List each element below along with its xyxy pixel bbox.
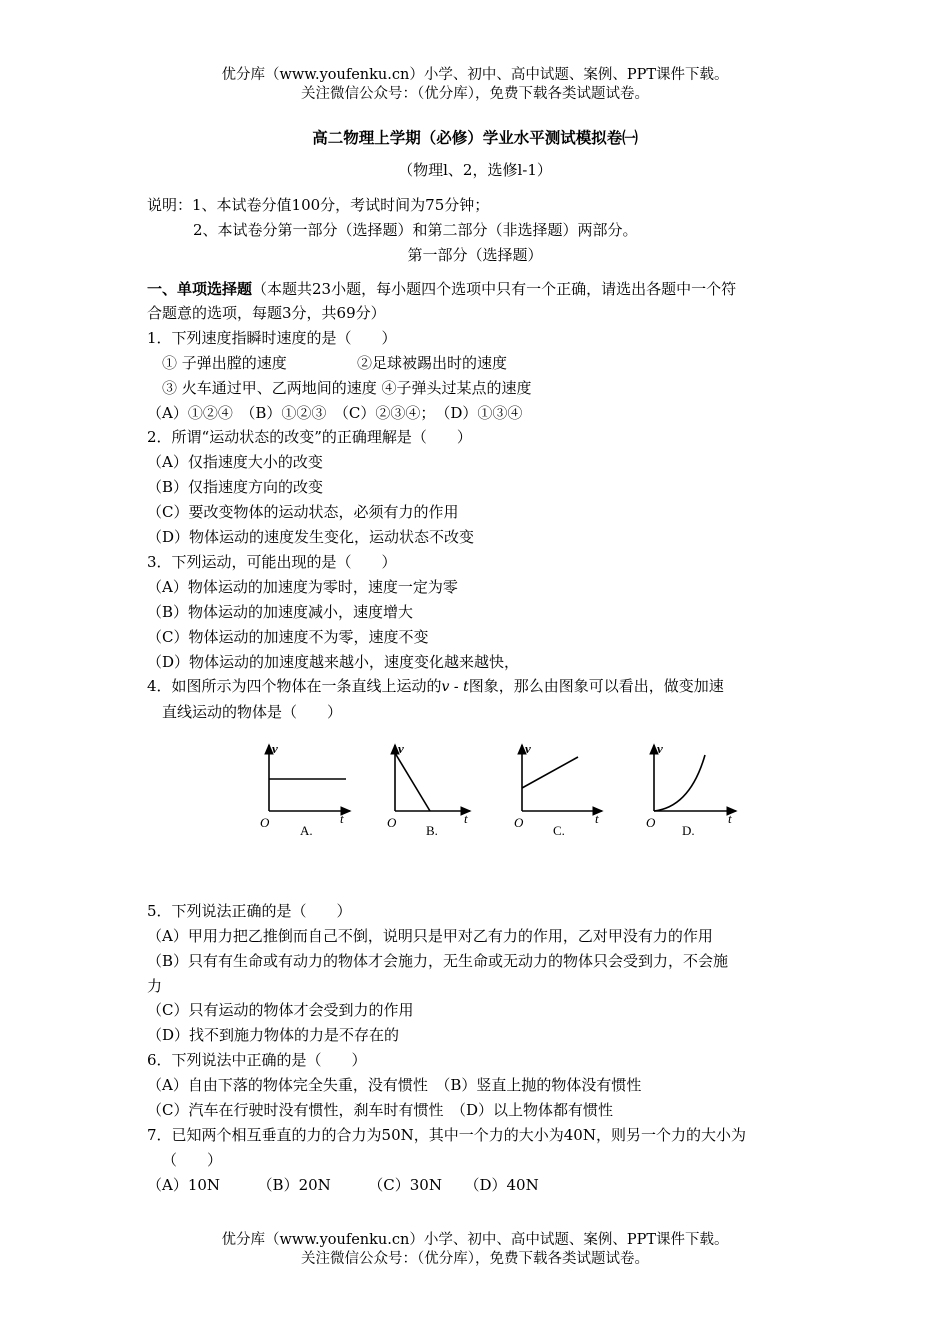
section-heading: 一、单项选择题 [147,280,253,298]
page-subtitle: （物理l、2，选修l-1） [398,161,552,179]
graph-b [387,741,470,838]
graph-a-axis-t: t [340,811,344,826]
q5-option-b-line-1: （B）只有有生命或有动力的物体才会施力，无生命或无动力的物体只会受到力，不会施 [147,952,729,970]
q5-option-d: （D）找不到施力物体的力是不存在的 [147,1026,400,1044]
graph-c [514,741,602,838]
graph-a-label: A. [300,823,313,838]
q5-option-c: （C）只有运动的物体才会受到力的作用 [147,1001,414,1019]
section-heading-line-1 [147,278,736,299]
q7-blank: （ ） [162,1151,223,1169]
q3-stem: 3．下列运动，可能出现的是（ ） [147,553,397,571]
q2-option-a: （A）仅指速度大小的改变 [147,453,323,471]
header-line-1: 优分库（www.youfenku.cn）小学、初中、高中试题、案例、PPT课件下载。 [221,67,729,83]
graph-c-label: C. [553,823,565,838]
section-desc-2: 合题意的选项，每题3分，共69分） [147,304,386,322]
graph-a [260,741,350,838]
q2-option-d: （D）物体运动的速度发生变化，运动状态不改变 [147,528,475,546]
footer-line-1: 优分库（www.youfenku.cn）小学、初中、高中试题、案例、PPT课件下载。 [221,1232,729,1248]
q1-options: （A）①②④ （B）①②③ （C）②③④； （D）①③④ [147,404,523,422]
graph-b-line [395,753,430,811]
q2-option-b: （B）仅指速度方向的改变 [147,478,324,496]
q7-options: （A）10N （B）20N （C）30N （D）40N [147,1176,539,1194]
q4-stem-var: v - t [441,679,469,695]
q1-stem: 1．下列速度指瞬时速度的是（ ） [147,329,397,347]
q1-item-3-4: ③ 火车通过甲、乙两地间的速度 ④子弹头过某点的速度 [162,379,532,397]
part-title: 第一部分（选择题） [407,246,543,264]
q3-option-c: （C）物体运动的加速度不为零，速度不变 [147,628,429,646]
graph-b-origin: O [387,815,397,830]
graph-c-axis-t: t [595,811,599,826]
q1-item-2: ②足球被踢出时的速度 [357,354,508,372]
q4-stem-line-2: 直线运动的物体是（ ） [162,703,343,721]
graph-d-axis-t: t [728,811,732,826]
q4-stem-line-1 [147,675,724,696]
graph-d-origin: O [646,815,656,830]
header-line-2: 关注微信公众号：（优分库），免费下载各类试题试卷。 [301,86,649,102]
graph-c-line [522,757,578,788]
graph-c-origin: O [514,815,524,830]
graph-a-axis-v: v [272,741,278,756]
note-2: 2、本试卷分第一部分（选择题）和第二部分（非选择题）两部分。 [193,221,638,239]
graph-b-axis-t: t [464,811,468,826]
q4-stem-post: 图象，那么由图象可以看出，做变加速 [468,677,724,695]
q5-option-b-line-2: 力 [147,977,163,995]
q6-options-ab: （A）自由下落的物体完全失重，没有惯性 （B）竖直上抛的物体没有惯性 [147,1076,642,1094]
q5-stem: 5．下列说法正确的是（ ） [147,902,352,920]
graph-d-curve [654,755,705,811]
q4-stem-pre: 4．如图所示为四个物体在一条直线上运动的 [147,677,442,695]
graph-d [646,741,736,838]
q3-option-a: （A）物体运动的加速度为零时，速度一定为零 [147,578,458,596]
graph-b-label: B. [426,823,438,838]
q4-graphs [250,735,750,845]
graph-d-axis-v: v [657,741,663,756]
q3-option-b: （B）物体运动的加速度减小，速度增大 [147,603,414,621]
q1-item-1: ① 子弹出膛的速度 [162,354,287,372]
q7-stem: 7．已知两个相互垂直的力的合力为50N，其中一个力的大小为40N，则另一个力的大小为 [147,1126,746,1144]
note-1: 说明：1、本试卷分值100分，考试时间为75分钟； [147,196,490,214]
graph-c-axis-v: v [525,741,531,756]
graph-a-origin: O [260,815,270,830]
q2-option-c: （C）要改变物体的运动状态，必须有力的作用 [147,503,459,521]
q2-stem: 2．所谓“运动状态的改变”的正确理解是（ ） [147,428,472,446]
graph-d-label: D. [682,823,695,838]
q6-options-cd: （C）汽车在行驶时没有惯性，刹车时有惯性 （D）以上物体都有惯性 [147,1101,614,1119]
q3-option-d: （D）物体运动的加速度越来越小，速度变化越来越快， [147,653,520,671]
footer-line-2: 关注微信公众号：（优分库），免费下载各类试题试卷。 [301,1251,649,1267]
q6-stem: 6．下列说法中正确的是（ ） [147,1051,367,1069]
section-desc-1: （本题共23小题，每小题四个选项中只有一个正确，请选出各题中一个符 [252,280,737,298]
q5-option-a: （A）甲用力把乙推倒而自己不倒，说明只是甲对乙有力的作用，乙对甲没有力的作用 [147,927,713,945]
graph-b-axis-v: v [398,741,404,756]
page-title: 高二物理上学期（必修）学业水平测试模拟卷㈠ [312,128,638,147]
